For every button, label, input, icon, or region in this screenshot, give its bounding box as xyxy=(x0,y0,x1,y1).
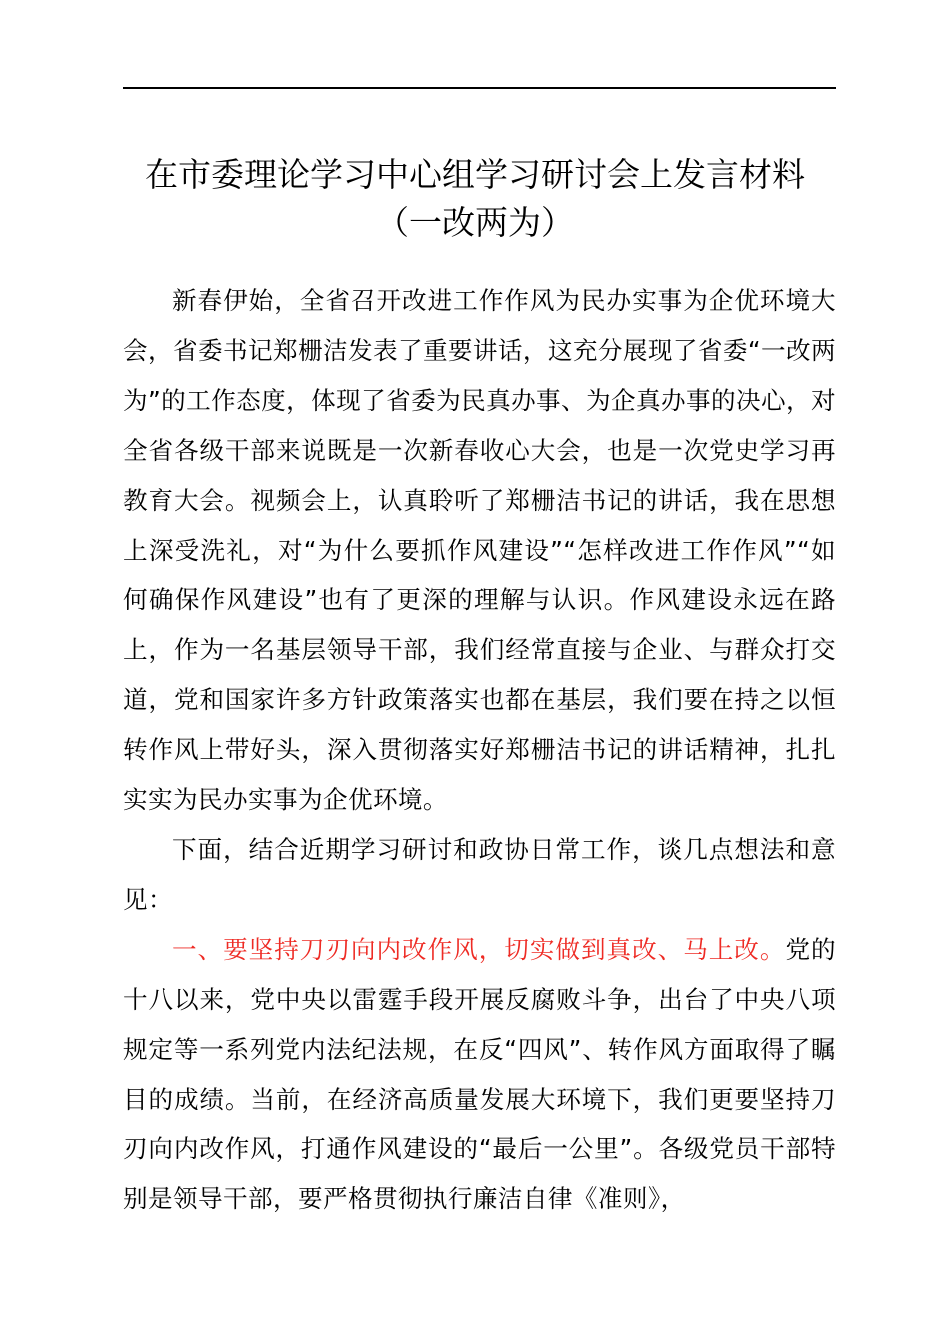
paragraph-transition: 下面，结合近期学习研讨和政协日常工作，谈几点想法和意见： xyxy=(123,834,836,914)
section-1-heading: 一、要坚持刀刃向内改作风，切实做到真改、马上改。 xyxy=(172,934,786,964)
paragraph-section-1 xyxy=(123,925,836,1224)
header-rule xyxy=(123,87,836,89)
paragraph-intro: 新春伊始，全省召开改进工作作风为民办实事为企优环境大会，省委书记郑栅洁发表了重要讲话，这充分展现了省委“一改两为”的工作态度，体现了省委为民真办事、为企真办事的决心，对全省各级干部来说既是一次新春收心大会，也是一次党史学习再教育大会。视频会上，认真聆听了郑栅洁书记的讲话，我在思想上深受洗礼，对“为什么要抓作风建设”“怎样改进工作作风”“如何确保作风建设”也有了更深的理解与认识。作风建设永远在路上，作为一名基层领导干部，我们经常直接与企业、与群众打交道，党和国家许多方针政策落实也都在基层，我们要在持之以恒转作风上带好头，深入贯彻落实好郑栅洁书记的讲话精神，扎扎实实为民办实事为企优环境。 xyxy=(123,286,836,815)
document-body xyxy=(123,276,836,1224)
document-title: 在市委理论学习中心组学习研讨会上发言材料 xyxy=(145,155,805,194)
section-1-body: 党的十八以来，党中央以雷霆手段开展反腐败斗争，出台了中央八项规定等一系列党内法纪法规，在反“四风”、转作风方面取得了瞩目的成绩。当前，在经济高质量发展大环境下，我们更要坚持刀刃向内改作风，打通作风建设的“最后一公里”。各级党员干部特别是领导干部，要严格贯彻执行廉洁自律《准则》， xyxy=(123,934,836,1214)
document-subtitle: （一改两为） xyxy=(376,203,574,242)
